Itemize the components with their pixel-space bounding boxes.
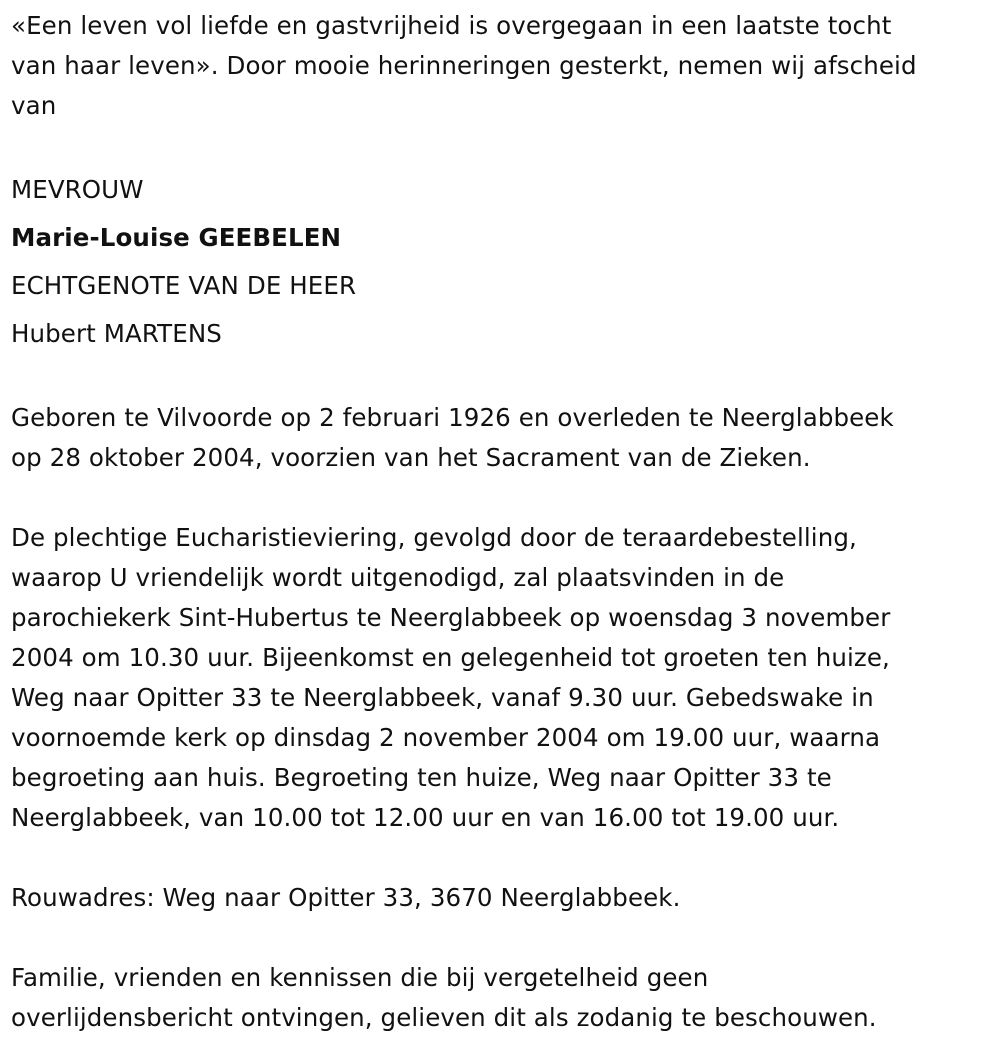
ceremony-line: Weg naar Opitter 33 te Neerglabbeek, vanaf 9.30 uur. Gebedswake in (11, 683, 874, 712)
ceremony-line: begroeting aan huis. Begroeting ten huize, Weg naar Opitter 33 te (11, 763, 832, 792)
spacer (11, 838, 996, 878)
intro-line: «Een leven vol liefde en gastvrijheid is overgegaan in een laatste tocht (11, 11, 892, 40)
ceremony-line: voornoemde kerk op dinsdag 2 november 2004 om 19.00 uur, waarna (11, 723, 881, 752)
intro-line: van (11, 91, 57, 120)
closing-line: Familie, vrienden en kennissen die bij vergetelheid geen (11, 963, 709, 992)
birth-death-line: op 28 oktober 2004, voorzien van het Sacrament van de Zieken. (11, 443, 811, 472)
closing-line: overlijdensbericht ontvingen, gelieven dit als zodanig te beschouwen. (11, 1003, 877, 1032)
spouse-name: Hubert MARTENS (11, 319, 222, 348)
ceremony-line: De plechtige Eucharistieviering, gevolgd door de teraardebestelling, (11, 523, 857, 552)
intro-paragraph (11, 6, 996, 126)
obituary-notice (11, 6, 996, 1038)
spacer (11, 918, 996, 958)
spacer (11, 126, 996, 166)
intro-line: van haar leven». Door mooie herinneringen gesterkt, nemen wij afscheid (11, 51, 917, 80)
ceremony-line: waarop U vriendelijk wordt uitgenodigd, zal plaatsvinden in de (11, 563, 785, 592)
ceremony-line: Neerglabbeek, van 10.00 tot 12.00 uur en van 16.00 tot 19.00 uur. (11, 803, 840, 832)
ceremony-paragraph (11, 518, 996, 838)
address-paragraph (11, 878, 996, 918)
deceased-block (11, 166, 996, 358)
closing-paragraph (11, 958, 996, 1038)
spacer (11, 358, 996, 398)
birth-death-paragraph (11, 398, 996, 478)
relation-label: ECHTGENOTE VAN DE HEER (11, 271, 357, 300)
title-label: MEVROUW (11, 175, 144, 204)
ceremony-line: 2004 om 10.30 uur. Bijeenkomst en gelegenheid tot groeten ten huize, (11, 643, 890, 672)
ceremony-line: parochiekerk Sint-Hubertus te Neerglabbeek op woensdag 3 november (11, 603, 891, 632)
birth-death-line: Geboren te Vilvoorde op 2 februari 1926 en overleden te Neerglabbeek (11, 403, 894, 432)
spacer (11, 478, 996, 518)
mourning-address: Rouwadres: Weg naar Opitter 33, 3670 Neerglabbeek. (11, 883, 681, 912)
deceased-name: Marie-Louise GEEBELEN (11, 223, 342, 252)
